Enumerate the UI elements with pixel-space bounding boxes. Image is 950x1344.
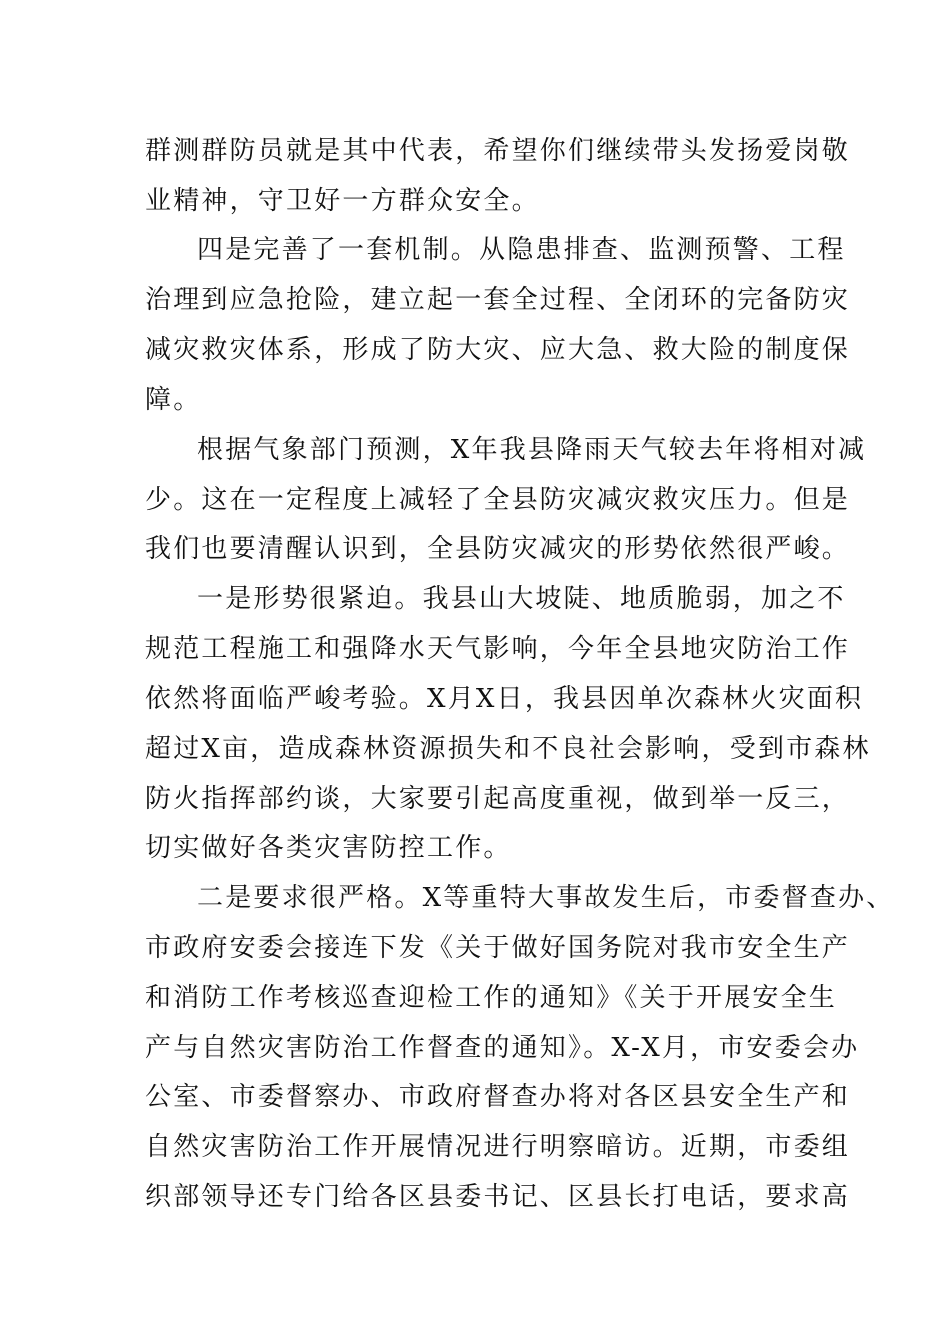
- paragraph-start-line: 四是完善了一套机制。从隐患排查、监测预警、工程: [197, 235, 846, 265]
- text-line: 规范工程施工和强降水天气影响，今年全县地灾防治工作: [145, 634, 851, 664]
- text-line: 障。: [145, 385, 202, 415]
- text-line: 少。这在一定程度上减轻了全县防灾减灾救灾压力。但是: [145, 485, 851, 515]
- text-line: 我们也要清醒认识到，全县防灾减灾的形势依然很严峻。: [145, 534, 851, 564]
- text-line: 市政府安委会接连下发《关于做好国务院对我市安全生产: [145, 933, 851, 963]
- text-line: 超过X亩，造成森林资源损失和不良社会影响，受到市森林: [145, 734, 871, 764]
- text-line: 切实做好各类灾害防控工作。: [145, 833, 512, 863]
- text-line: 依然将面临严峻考验。X月X日，我县因单次森林火灾面积: [145, 684, 864, 714]
- text-line: 和消防工作考核巡查迎检工作的通知》《关于开展安全生: [145, 983, 838, 1013]
- text-line: 业精神，守卫好一方群众安全。: [145, 186, 540, 216]
- paragraph-start-line: 二是要求很严格。X等重特大事故发生后，市委督查办、: [197, 883, 895, 913]
- text-line: 公室、市委督察办、市政府督查办将对各区县安全生产和: [145, 1082, 851, 1112]
- text-line: 减灾救灾体系，形成了防大灾、应大急、救大险的制度保: [145, 335, 851, 365]
- text-line: 群测群防员就是其中代表，希望你们继续带头发扬爱岗敬: [145, 136, 851, 166]
- text-line: 织部领导还专门给各区县委书记、区县长打电话，要求高: [145, 1182, 851, 1212]
- text-line: 防火指挥部约谈，大家要引起高度重视，做到举一反三，: [145, 784, 851, 814]
- paragraph-start-line: 一是形势很紧迫。我县山大坡陡、地质脆弱，加之不: [197, 584, 846, 614]
- paragraph-start-line: 根据气象部门预测，X年我县降雨天气较去年将相对减: [197, 435, 867, 465]
- text-line: 产与自然灾害防治工作督查的通知》。X-X月，市安委会办: [145, 1033, 860, 1063]
- text-line: 自然灾害防治工作开展情况进行明察暗访。近期，市委组: [145, 1132, 851, 1162]
- text-line: 治理到应急抢险，建立起一套全过程、全闭环的完备防灾: [145, 285, 851, 315]
